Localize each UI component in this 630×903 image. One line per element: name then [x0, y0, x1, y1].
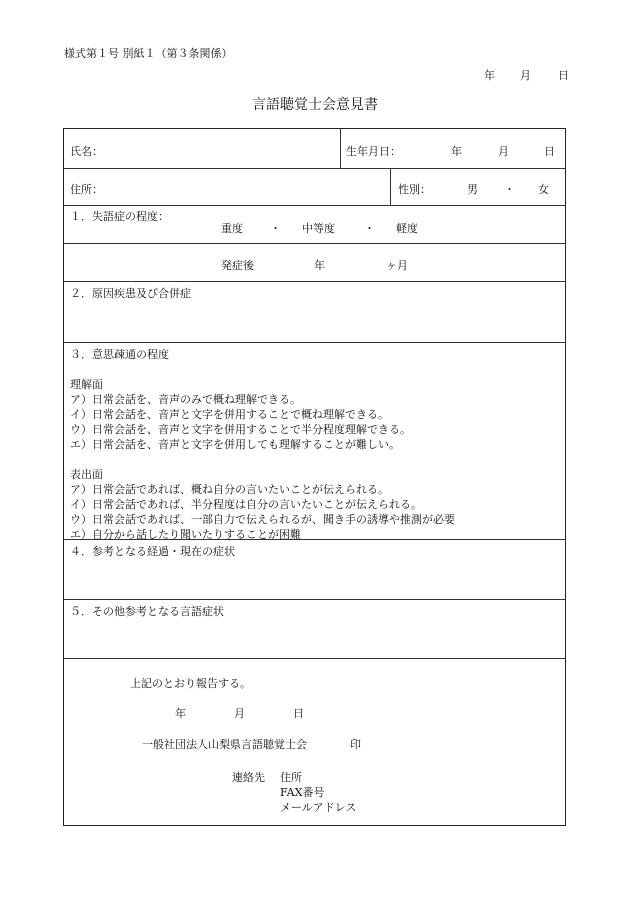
expression-item: ア）日常会話であれば、概ね自分の言いたいことが伝えられる。 [70, 483, 389, 496]
row-address [64, 169, 565, 206]
row-onset [64, 244, 565, 282]
expression-item: イ）日常会話であれば、半分程度は自分の言いたいことが伝えられる。 [70, 498, 422, 511]
document-title: 言語聴覚士会意見書 [252, 97, 378, 113]
sex-male: 男 [467, 183, 478, 196]
birth-month: 月 [498, 145, 509, 158]
sex-separator: ・ [504, 183, 515, 196]
report-footer [64, 659, 565, 825]
section-1-heading: １．失語症の程度： [70, 210, 169, 223]
comprehension-label: 理解面 [70, 378, 103, 391]
section-4-heading: ４．参考となる経過・現在の症状 [70, 545, 235, 558]
birth-day: 日 [544, 145, 555, 158]
severity-mild: 軽度 [396, 222, 418, 235]
sex-female: 女 [538, 183, 549, 196]
contact-fax: FAX番号 [280, 786, 325, 799]
expression-item: エ）自分から話したり聞いたりすることが困難 [70, 528, 301, 541]
header-year: 年 [484, 69, 495, 82]
contact-label: 連絡先 [232, 771, 265, 784]
severity-severe: 重度 [221, 222, 243, 235]
organization-name: 一般社団法人山梨県言語聴覚士会 [142, 738, 307, 751]
row-name [64, 129, 565, 169]
onset-label: 発症後 [221, 259, 254, 272]
opinion-form [63, 128, 566, 826]
report-year: 年 [175, 707, 186, 720]
severity-moderate: 中等度 [302, 222, 335, 235]
header-day: 日 [558, 69, 569, 82]
section-4-progress [64, 540, 565, 600]
birth-year: 年 [451, 145, 462, 158]
name-label: 氏名： [70, 145, 103, 158]
report-statement: 上記のとおり報告する。 [130, 677, 251, 690]
report-month: 月 [234, 707, 245, 720]
contact-address: 住所 [280, 771, 302, 784]
form-reference: 様式第１号 別紙１（第３条関係） [64, 47, 233, 60]
comprehension-item: イ）日常会話を、音声と文字を併用することで概ね理解できる。 [70, 408, 389, 421]
section-5-other [64, 600, 565, 659]
severity-separator-1: ・ [270, 222, 281, 235]
sex-label: 性別： [398, 183, 431, 196]
expression-item: ウ）日常会話であれば、一部自力で伝えられるが、聞き手の誘導や推測が必要 [70, 513, 455, 526]
comprehension-item: ア）日常会話を、音声のみで概ね理解できる。 [70, 393, 301, 406]
section-3-communication [64, 343, 565, 540]
address-label: 住所： [70, 183, 103, 196]
section-3-heading: ３．意思疎通の程度 [70, 348, 169, 361]
report-day: 日 [293, 707, 304, 720]
birth-label: 生年月日： [346, 145, 401, 158]
onset-month: ヶ月 [386, 259, 408, 272]
section-1-severity [64, 206, 565, 244]
section-2-cause [64, 282, 565, 343]
comprehension-item: ウ）日常会話を、音声と文字を併用することで半分程度理解できる。 [70, 423, 411, 436]
expression-label: 表出面 [70, 468, 103, 481]
section-2-heading: ２．原因疾患及び合併症 [70, 287, 191, 300]
severity-separator-2: ・ [364, 222, 375, 235]
onset-year: 年 [314, 259, 325, 272]
comprehension-item: エ）日常会話を、音声と文字を併用しても理解することが難しい。 [70, 438, 400, 451]
header-month: 月 [520, 69, 531, 82]
section-5-heading: ５．その他参考となる言語症状 [70, 605, 224, 618]
contact-email: メールアドレス [280, 801, 357, 814]
seal-mark: 印 [350, 738, 361, 751]
